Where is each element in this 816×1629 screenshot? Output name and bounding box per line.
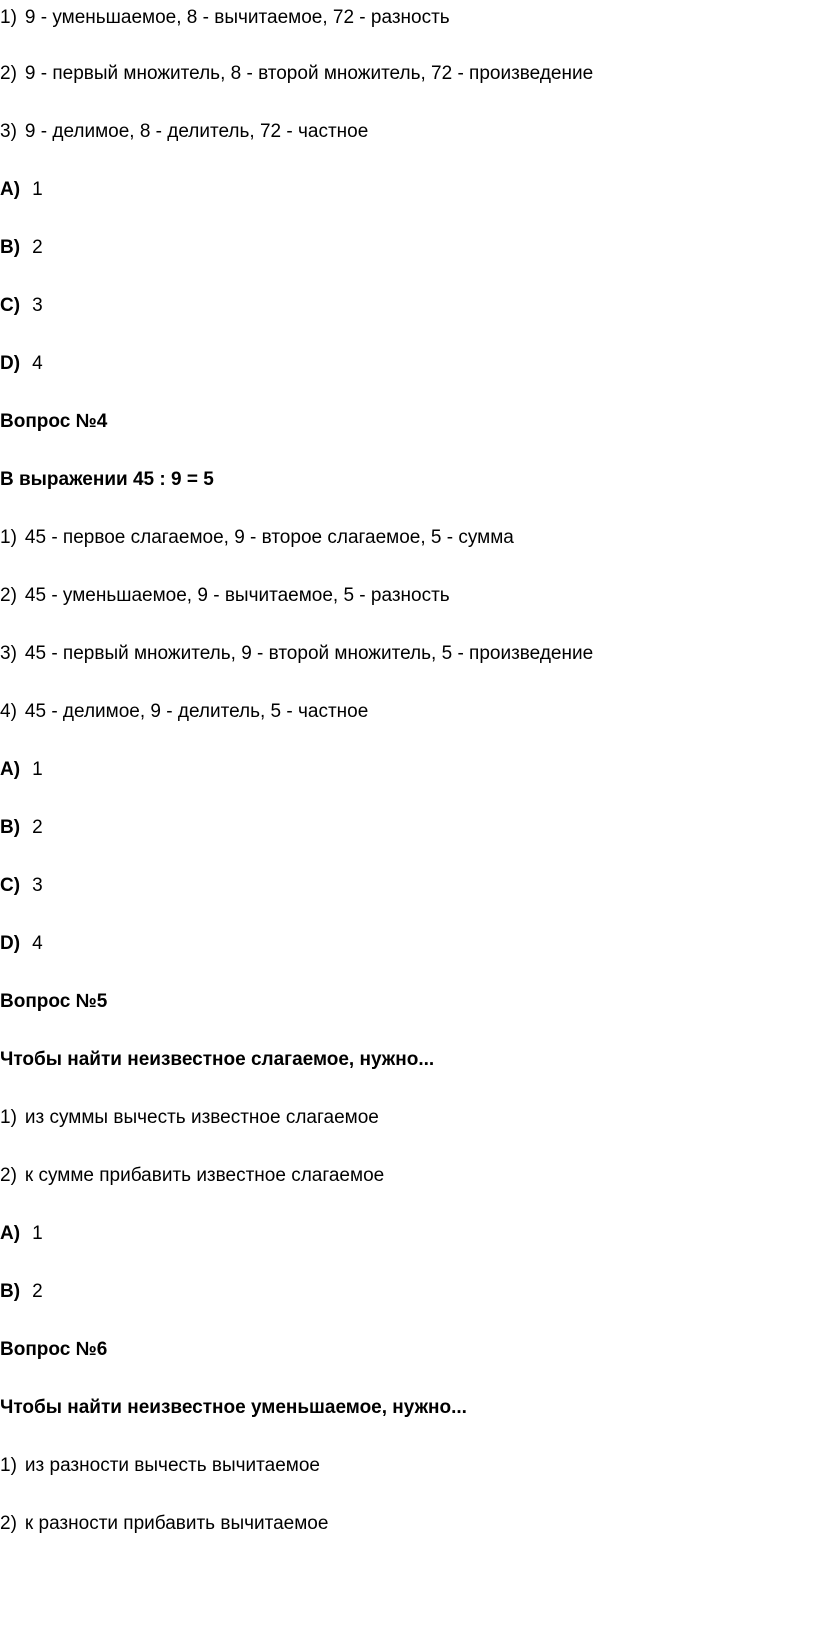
answer-value: 1 <box>32 759 43 780</box>
q4-title: Вопрос №4 <box>0 411 108 432</box>
option-text: 9 - первый множитель, 8 - второй множитель, 72 - произведение <box>24 63 594 84</box>
option-number: 1) <box>0 1107 17 1128</box>
q5-title: Вопрос №5 <box>0 991 108 1012</box>
q4-option-3 <box>0 642 593 666</box>
q3-option-3 <box>0 120 368 144</box>
answer-letter: D) <box>0 353 21 374</box>
answer-letter: B) <box>0 237 21 258</box>
answer-letter: B) <box>0 1281 21 1302</box>
answer-letter: C) <box>0 875 21 896</box>
option-number: 1) <box>0 7 17 28</box>
option-text: 9 - уменьшаемое, 8 - вычитаемое, 72 - разность <box>24 7 450 28</box>
q3-answer-b[interactable] <box>0 236 43 260</box>
q3-answer-d[interactable] <box>0 352 43 376</box>
option-number: 2) <box>0 585 17 606</box>
q4-option-2 <box>0 584 450 608</box>
answer-letter: A) <box>0 1223 21 1244</box>
answer-value: 4 <box>32 933 43 954</box>
q5-prompt: Чтобы найти неизвестное слагаемое, нужно... <box>0 1049 435 1070</box>
answer-letter: A) <box>0 179 21 200</box>
q5-answer-a[interactable] <box>0 1222 43 1246</box>
option-text: из разности вычесть вычитаемое <box>24 1455 320 1476</box>
answer-letter: B) <box>0 817 21 838</box>
answer-value: 1 <box>32 179 43 200</box>
q5-option-1 <box>0 1106 379 1130</box>
option-number: 3) <box>0 121 17 142</box>
option-text: к сумме прибавить известное слагаемое <box>24 1165 385 1186</box>
answer-value: 3 <box>32 295 43 316</box>
answer-value: 2 <box>32 1281 43 1302</box>
q3-option-2 <box>0 62 593 86</box>
option-text: к разности прибавить вычитаемое <box>24 1513 329 1534</box>
option-number: 1) <box>0 1455 17 1476</box>
q6-prompt: Чтобы найти неизвестное уменьшаемое, нужно... <box>0 1397 467 1418</box>
option-text: 45 - делимое, 9 - делитель, 5 - частное <box>24 701 369 722</box>
answer-value: 4 <box>32 353 43 374</box>
answer-letter: D) <box>0 933 21 954</box>
option-number: 2) <box>0 63 17 84</box>
q5-option-2 <box>0 1164 384 1188</box>
option-number: 1) <box>0 527 17 548</box>
option-text: 9 - делимое, 8 - делитель, 72 - частное <box>24 121 369 142</box>
option-number: 4) <box>0 701 17 722</box>
answer-letter: C) <box>0 295 21 316</box>
q4-prompt: В выражении 45 : 9 = 5 <box>0 469 214 490</box>
option-text: 45 - первое слагаемое, 9 - второе слагаемое, 5 - сумма <box>24 527 514 548</box>
q6-option-1 <box>0 1454 320 1478</box>
option-number: 2) <box>0 1513 17 1534</box>
q4-option-1 <box>0 526 514 550</box>
q4-answer-c[interactable] <box>0 874 43 898</box>
q6-option-2 <box>0 1512 328 1536</box>
q3-answer-c[interactable] <box>0 294 43 318</box>
answer-value: 2 <box>32 817 43 838</box>
option-text: 45 - уменьшаемое, 9 - вычитаемое, 5 - разность <box>24 585 450 606</box>
option-text: 45 - первый множитель, 9 - второй множитель, 5 - произведение <box>24 643 594 664</box>
q3-answer-a[interactable] <box>0 178 43 202</box>
q6-title: Вопрос №6 <box>0 1339 108 1360</box>
q4-answer-d[interactable] <box>0 932 43 956</box>
q4-option-4 <box>0 700 368 724</box>
option-text: из суммы вычесть известное слагаемое <box>24 1107 379 1128</box>
option-number: 2) <box>0 1165 17 1186</box>
q4-answer-b[interactable] <box>0 816 43 840</box>
answer-value: 2 <box>32 237 43 258</box>
option-number: 3) <box>0 643 17 664</box>
q5-answer-b[interactable] <box>0 1280 43 1304</box>
q4-answer-a[interactable] <box>0 758 43 782</box>
answer-value: 3 <box>32 875 43 896</box>
q3-option-1 <box>0 6 450 30</box>
answer-letter: A) <box>0 759 21 780</box>
answer-value: 1 <box>32 1223 43 1244</box>
